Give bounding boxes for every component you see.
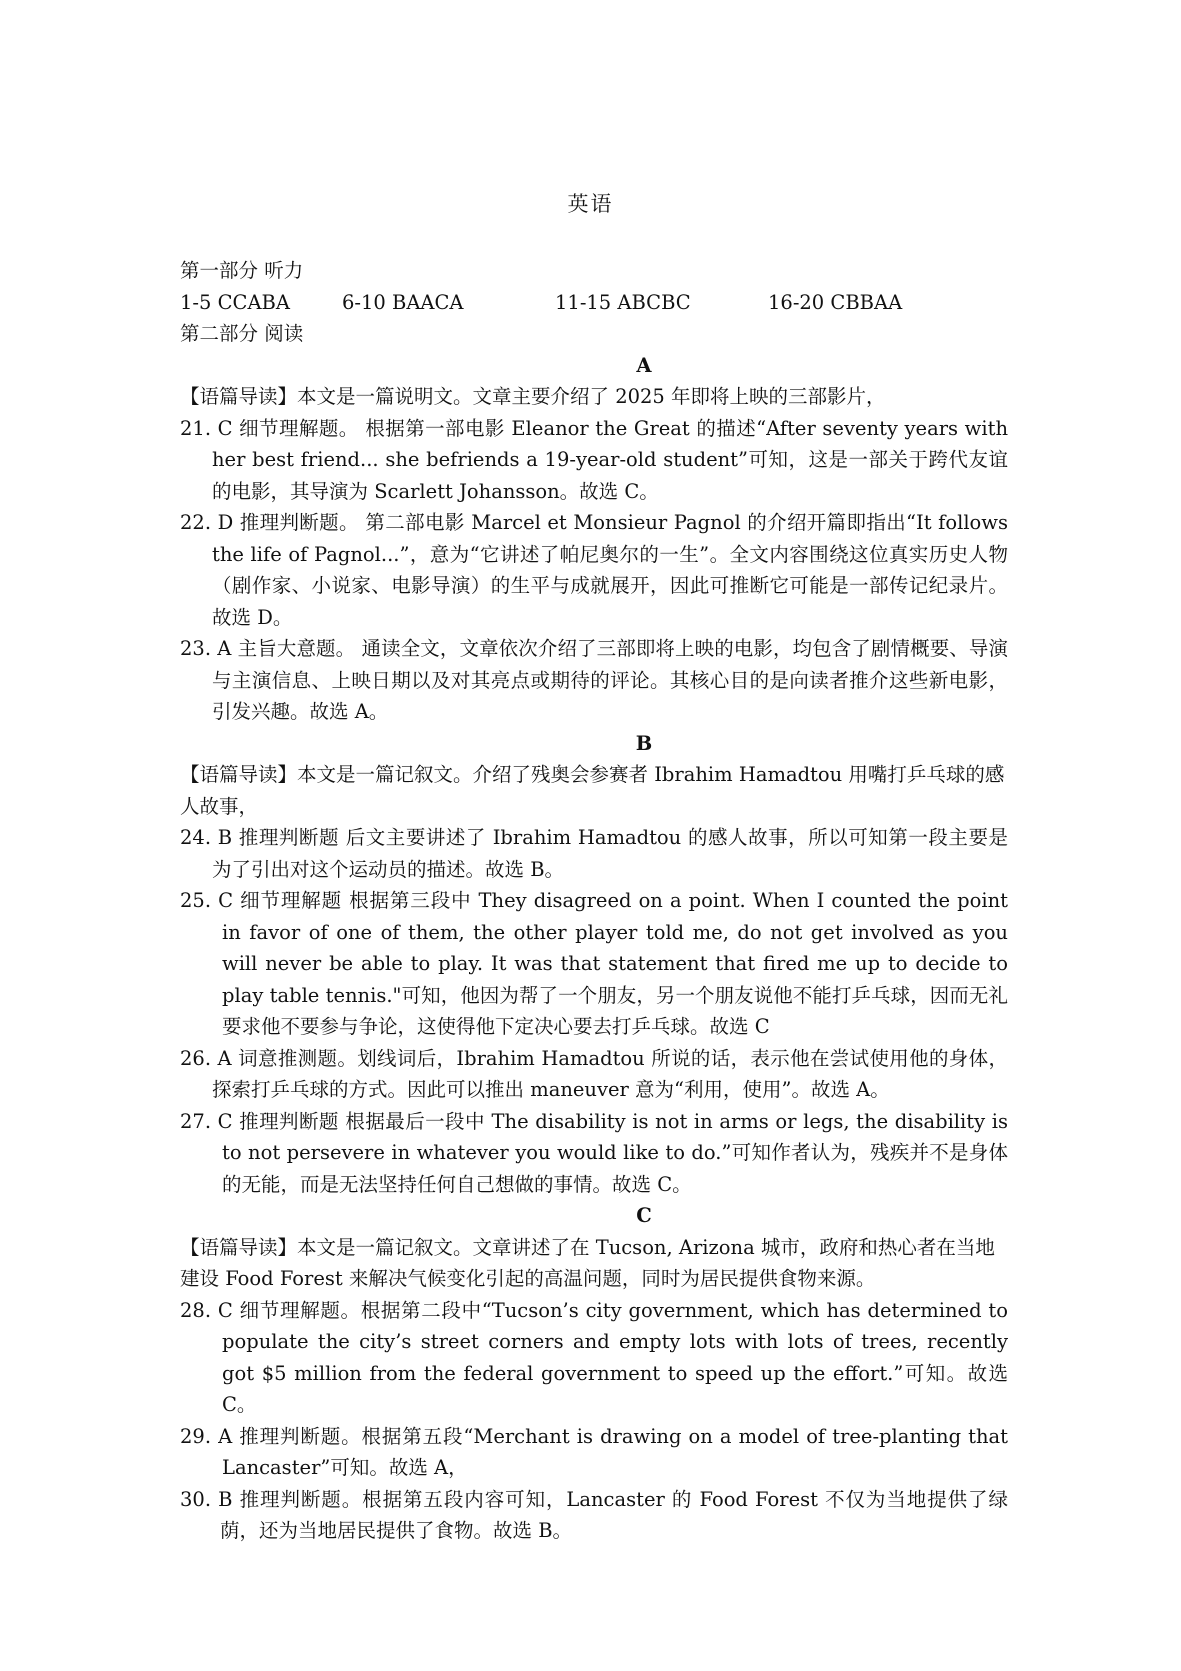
answer-content: [180, 255, 1008, 1547]
answer-item-23: 23. A 主旨大意题。 通读全文，文章依次介绍了三部即将上映的电影，均包含了剧情概要、导演与主演信息、上映日期以及对其亮点或期待的评论。其核心目的是向读者推介这些新电影，引发兴趣。故选 A。: [180, 637, 1008, 723]
part2-heading: 第二部分 阅读: [180, 322, 304, 345]
part1-heading: 第一部分 听力: [180, 259, 304, 282]
listening-answers: [180, 287, 1008, 319]
answer-group-4: 16-20 CBBAA: [768, 290, 903, 314]
answer-item-30: 30. B 推理判断题。根据第五段内容可知，Lancaster 的 Food Forest 不仅为当地提供了绿荫，还为当地居民提供了食物。故选 B。: [180, 1487, 1008, 1542]
answer-group-1: 1-5 CCABA: [180, 290, 290, 314]
answer-item-28: 28. C 细节理解题。根据第二段中“Tucson’s city government, which has determined to populate the city’s street corners and empty lots with lots of trees, recently got $5 million from the federal government to speed up the effort.”可知。故选 C。: [180, 1298, 1008, 1416]
section-c-letter: C: [636, 1204, 652, 1227]
answer-group-2: 6-10 BAACA: [342, 290, 464, 314]
answer-item-29: 29. A 推理判断题。根据第五段“Merchant is drawing on a model of tree-planting that Lancaster”可知。故选 A，: [180, 1424, 1008, 1479]
answer-item-26: 26. A 词意推测题。划线词后，Ibrahim Hamadtou 所说的话，表示他在尝试使用他的身体，探索打乒乓球的方式。因此可以推出 maneuver 意为“利用，使用”。故选 A。: [180, 1046, 1008, 1101]
answer-group-3: 11-15 ABCBC: [555, 290, 691, 314]
section-a-letter: A: [636, 353, 652, 377]
answer-item-21: 21. C 细节理解题。 根据第一部电影 Eleanor the Great 的描述“After seventy years with her best friend... she befriends a 19-year-old student”可知，这是一部关于跨代友谊的电影，其导演为 Scarlett Johansson。故选 C。: [180, 416, 1008, 503]
section-c-guide: 【语篇导读】本文是一篇记叙文。文章讲述了在 Tucson, Arizona 城市，政府和热心者在当地建设 Food Forest 来解决气候变化引起的高温问题，同时为居民提供食物来源。: [180, 1235, 995, 1290]
answer-item-24: 24. B 推理判断题 后文主要讲述了 Ibrahim Hamadtou 的感人故事，所以可知第一段主要是为了引出对这个运动员的描述。故选 B。: [180, 826, 1008, 881]
section-b-letter: B: [635, 731, 653, 755]
answer-item-27: 27. C 推理判断题 根据最后一段中 The disability is not in arms or legs, the disability is to not persevere in whatever you would like to do.”可知作者认为，残疾并不是身体的无能，而是无法坚持任何自己想做的事情。故选 C。: [180, 1109, 1008, 1196]
page-title: 英语: [567, 192, 614, 216]
section-b-guide: 【语篇导读】本文是一篇记叙文。介绍了残奥会参赛者 Ibrahim Hamadtou 用嘴打乒乓球的感人故事，: [180, 763, 1005, 818]
answer-item-22: 22. D 推理判断题。 第二部电影 Marcel et Monsieur Pagnol 的介绍开篇即指出“It follows the life of Pagnol...”，意为“它讲述了帕尼奥尔的一生”。全文内容围绕这位真实历史人物（剧作家、小说家、电影导演）的生平与成就展开，因此可推断它可能是一部传记纪录片。故选 D。: [180, 511, 1008, 629]
section-a-guide: 【语篇导读】本文是一篇说明文。文章主要介绍了 2025 年即将上映的三部影片，: [180, 385, 886, 408]
answer-item-25: 25. C 细节理解题 根据第三段中 They disagreed on a point. When I counted the point in favor of one of them, the other player told me, do not get involved as you will never be able to play. It was that statement that fired me up to decide to play table tennis."可知，他因为帮了一个朋友，另一个朋友说他不能打乒乓球，因而无礼要求他不要参与争论，这使得他下定决心要去打乒乓球。故选 C: [180, 889, 1008, 1038]
